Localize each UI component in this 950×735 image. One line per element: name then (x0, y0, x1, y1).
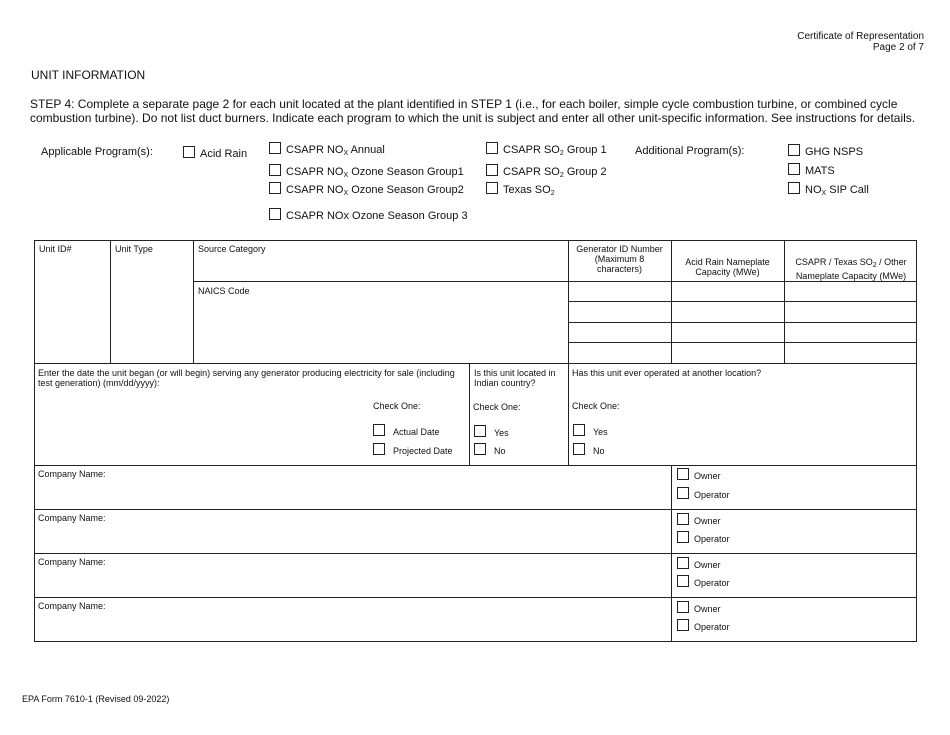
subscript: 2 (559, 172, 564, 179)
naics-code-header: NAICS Code (198, 286, 250, 296)
program-label: GHG NSPS (805, 146, 864, 158)
checkbox[interactable] (486, 142, 498, 154)
actual-date-option[interactable] (373, 424, 440, 437)
program-label: Ozone Season Group2 (348, 184, 464, 196)
subscript: X (343, 190, 349, 197)
program-csapr-nox-annual[interactable] (269, 142, 385, 157)
program-csapr-so2-group1[interactable] (486, 142, 607, 157)
subscript: X (343, 150, 349, 157)
program-csapr-so2-group2[interactable] (486, 164, 607, 179)
unit-type-header: Unit Type (115, 244, 153, 254)
option-label: Projected Date (393, 446, 453, 456)
acid-rain-capacity-input[interactable] (672, 282, 784, 301)
checkbox[interactable] (269, 182, 281, 194)
option-label: Yes (494, 428, 509, 438)
program-label: Ozone Season Group1 (348, 166, 464, 178)
check-one-label: Check One: (373, 401, 421, 411)
option-label: Yes (593, 427, 608, 437)
table-border (34, 240, 35, 642)
checkbox[interactable] (788, 144, 800, 156)
program-label: Annual (348, 144, 385, 156)
other-location-no[interactable] (573, 443, 605, 456)
date-question: Enter the date the unit began (or will begin) serving any generator producing electricity for sale (including test generation) (mm/dd/yyyy): (38, 368, 455, 388)
company-name-label: Company Name: (38, 557, 106, 567)
program-ghg-nsps[interactable] (788, 144, 863, 158)
option-label: Owner (694, 604, 721, 614)
checkbox[interactable] (474, 443, 486, 455)
subscript: 2 (872, 262, 877, 269)
csapr-capacity-input[interactable] (785, 282, 916, 301)
row-divider (193, 281, 569, 282)
checkbox[interactable] (269, 142, 281, 154)
program-csapr-nox-group2[interactable] (269, 182, 464, 197)
indian-country-question: Is this unit located in Indian country? (474, 368, 556, 388)
form-title: Certificate of Representation (797, 31, 924, 42)
row-divider (568, 301, 917, 302)
program-acid-rain[interactable] (183, 146, 247, 160)
program-label: Acid Rain (200, 148, 248, 160)
subscript: X (821, 190, 827, 197)
checkbox[interactable] (183, 146, 195, 158)
owner-option[interactable] (677, 601, 721, 614)
page-number: Page 2 of 7 (872, 42, 924, 53)
checkbox[interactable] (677, 468, 689, 480)
option-label: Operator (694, 622, 730, 632)
check-one-label: Check One: (473, 402, 521, 412)
checkbox[interactable] (677, 601, 689, 613)
program-label: CSAPR SO (503, 166, 560, 178)
option-label: Operator (694, 534, 730, 544)
option-label: Owner (694, 560, 721, 570)
row-divider (568, 342, 917, 343)
operator-option[interactable] (677, 487, 730, 500)
header-text: CSAPR / Texas SO (795, 257, 873, 267)
csapr-capacity-header (788, 257, 914, 281)
indian-country-yes[interactable] (474, 425, 509, 438)
header-text: / Other Nameplate Capacity (MWe) (795, 257, 907, 281)
checkbox[interactable] (677, 619, 689, 631)
checkbox[interactable] (788, 182, 800, 194)
projected-date-option[interactable] (373, 443, 453, 456)
option-label: No (593, 446, 605, 456)
column-divider (193, 240, 194, 363)
program-csapr-nox-group1[interactable] (269, 164, 464, 179)
option-label: No (494, 446, 506, 456)
program-label: Texas SO (503, 184, 551, 196)
checkbox[interactable] (474, 425, 486, 437)
operator-option[interactable] (677, 575, 730, 588)
company-name-label: Company Name: (38, 469, 106, 479)
column-divider (110, 240, 111, 363)
program-label: SIP Call (826, 184, 869, 196)
program-label: CSAPR NO (286, 144, 344, 156)
checkbox[interactable] (486, 182, 498, 194)
generator-id-header: Generator ID Number (Maximum 8 characters) (576, 244, 663, 274)
program-label: Group 1 (563, 144, 607, 156)
indian-country-no[interactable] (474, 443, 506, 456)
unit-id-header: Unit ID# (39, 244, 72, 254)
check-one-label: Check One: (572, 401, 620, 411)
checkbox[interactable] (269, 208, 281, 220)
row-divider (34, 363, 917, 364)
program-label: CSAPR NOx Ozone Season Group 3 (286, 210, 468, 222)
program-label: CSAPR SO (503, 144, 560, 156)
other-location-yes[interactable] (573, 424, 608, 437)
checkbox[interactable] (573, 424, 585, 436)
program-label: NO (805, 184, 822, 196)
row-divider (568, 322, 917, 323)
checkbox[interactable] (677, 513, 689, 525)
checkbox[interactable] (788, 163, 800, 175)
owner-option[interactable] (677, 557, 721, 570)
subscript: 2 (550, 190, 555, 197)
row-divider (34, 509, 917, 510)
checkbox[interactable] (486, 164, 498, 176)
checkbox[interactable] (373, 443, 385, 455)
table-border (34, 641, 917, 642)
program-label: MATS (805, 165, 835, 177)
row-divider (34, 597, 917, 598)
checkbox[interactable] (677, 531, 689, 543)
unit-information-table (34, 240, 917, 642)
company-name-label: Company Name: (38, 601, 106, 611)
column-divider (568, 240, 569, 465)
program-texas-so2[interactable] (486, 182, 555, 197)
operator-option[interactable] (677, 531, 730, 544)
company-name-label: Company Name: (38, 513, 106, 523)
program-csapr-nox-group3[interactable] (269, 208, 468, 222)
applicable-programs-label: Applicable Program(s): (41, 146, 153, 158)
form-footer: EPA Form 7610-1 (Revised 09-2022) (22, 694, 170, 704)
option-label: Actual Date (393, 427, 440, 437)
option-label: Owner (694, 516, 721, 526)
program-label: Group 2 (563, 166, 607, 178)
program-label: CSAPR NO (286, 184, 344, 196)
subscript: 2 (559, 150, 564, 157)
step-4-instructions: STEP 4: Complete a separate page 2 for each unit located at the plant identified in STEP 1 (i.e., for each boiler, simple cycle combustion turbine, or combined cycle combustion turbine). Do not list duct burners. Indicate each program to which the unit is subject and enter all other unit-specific information. See instructions for details. (30, 97, 916, 125)
option-label: Operator (694, 578, 730, 588)
checkbox[interactable] (677, 557, 689, 569)
checkbox[interactable] (677, 575, 689, 587)
option-label: Operator (694, 490, 730, 500)
acid-rain-capacity-header: Acid Rain Nameplate Capacity (MWe) (685, 257, 770, 277)
program-mats[interactable] (788, 163, 835, 177)
owner-option[interactable] (677, 468, 721, 481)
row-divider (34, 553, 917, 554)
option-label: Owner (694, 471, 721, 481)
generator-id-input[interactable] (569, 282, 671, 301)
row-divider (34, 465, 917, 466)
owner-option[interactable] (677, 513, 721, 526)
checkbox[interactable] (677, 487, 689, 499)
operator-option[interactable] (677, 619, 730, 632)
checkbox[interactable] (269, 164, 281, 176)
section-title: UNIT INFORMATION (31, 68, 146, 82)
checkbox[interactable] (573, 443, 585, 455)
program-nox-sip-call[interactable] (788, 182, 869, 197)
source-category-header: Source Category (198, 244, 266, 254)
checkbox[interactable] (373, 424, 385, 436)
other-location-question: Has this unit ever operated at another location? (572, 368, 762, 378)
additional-programs-label: Additional Program(s): (635, 145, 745, 157)
subscript: X (343, 172, 349, 179)
program-label: CSAPR NO (286, 166, 344, 178)
column-divider (469, 363, 470, 465)
